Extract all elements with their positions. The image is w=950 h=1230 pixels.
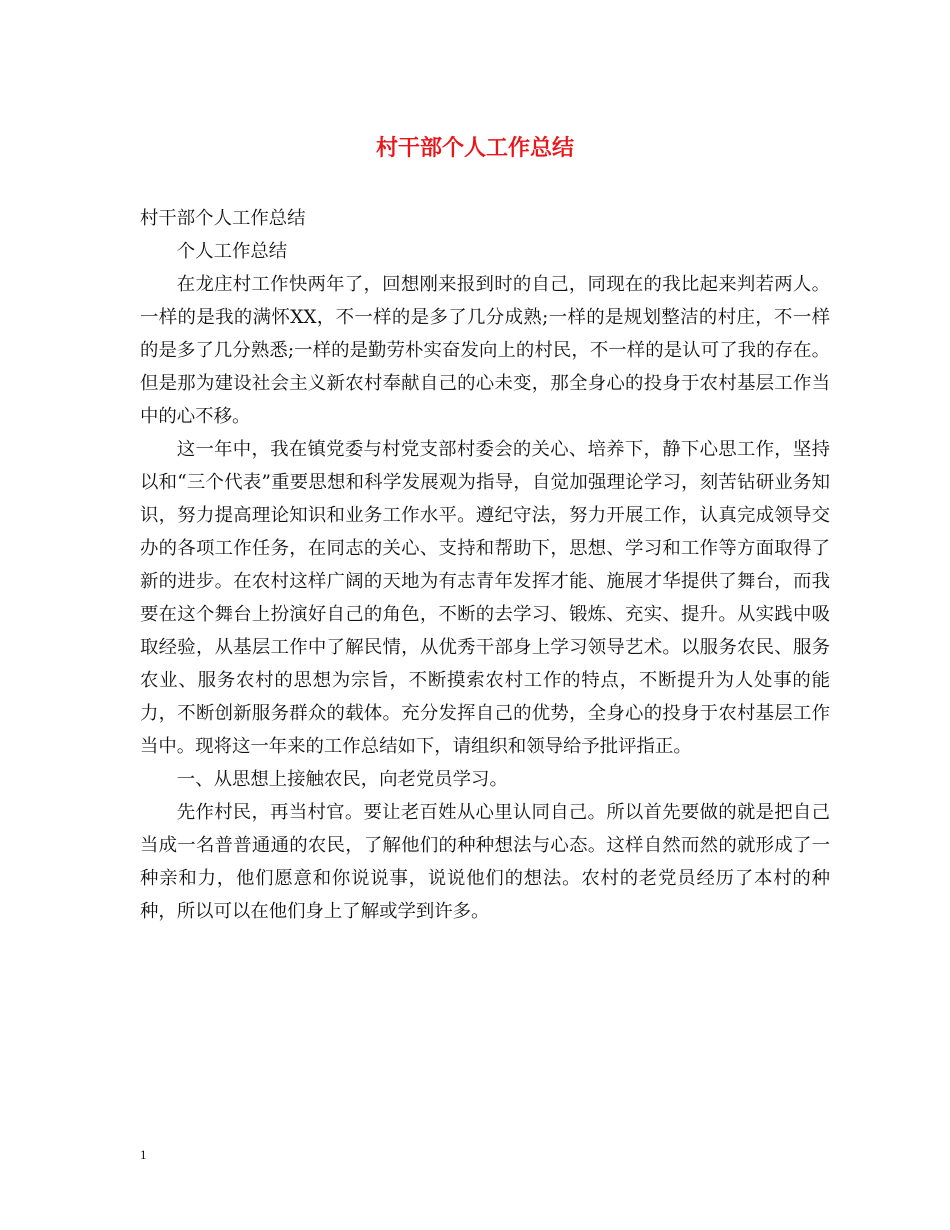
paragraph-subheading: 个人工作总结 (176, 241, 288, 262)
paragraph-heading: 村干部个人工作总结 (140, 208, 306, 229)
paragraph-section-1: 先作村民，再当村官。要让老百姓从心里认同自己。所以首先要做的就是把自己当成一名普普通通的农民，了解他们的种种想法与心态。这样自然而然的就形成了一种亲和力，他们愿意和你说说事，说说他们的想法。农村的老党员经历了本村的种种，所以可以在他们身上了解或学到许多。 (140, 802, 830, 922)
paragraph-intro: 在龙庄村工作快两年了，回想刚来报到时的自己，同现在的我比起来判若两人。一样的是我的满怀XX，不一样的是多了几分成熟;一样的是规划整洁的村庄，不一样的是多了几分熟悉;一样的是勤劳朴实奋发向上的村民，不一样的是认可了我的存在。但是那为建设社会主义新农村奉献自己的心未变，那全身心的投身于农村基层工作当中的心不移。 (140, 274, 830, 427)
document-title: 村干部个人工作总结 (375, 135, 574, 161)
section-heading-1: 一、从思想上接触农民，向老党员学习。 (176, 769, 508, 790)
page-number: 1 (140, 1147, 147, 1162)
paragraph-year-review: 这一年中，我在镇党委与村党支部村委会的关心、培养下，静下心思工作，坚持以和“三个代表”重要思想和科学发展观为指导，自觉加强理论学习，刻苦钻研业务知识，努力提高理论知识和业务工作水平。遵纪守法，努力开展工作，认真完成领导交办的各项工作任务，在同志的关心、支持和帮助下，思想、学习和工作等方面取得了新的进步。在农村这样广阔的天地为有志青年发挥才能、施展才华提供了舞台，而我要在这个舞台上扮演好自己的角色，不断的去学习、锻炼、充实、提升。从实践中吸取经验，从基层工作中了解民情，从优秀干部身上学习领导艺术。以服务农民、服务农业、服务农村的思想为宗旨，不断摸索农村工作的特点，不断提升为人处事的能力，不断创新服务群众的载体。充分发挥自己的优势，全身心的投身于农村基层工作当中。现将这一年来的工作总结如下，请组织和领导给予批评指正。 (140, 439, 830, 757)
document-body (140, 202, 830, 928)
